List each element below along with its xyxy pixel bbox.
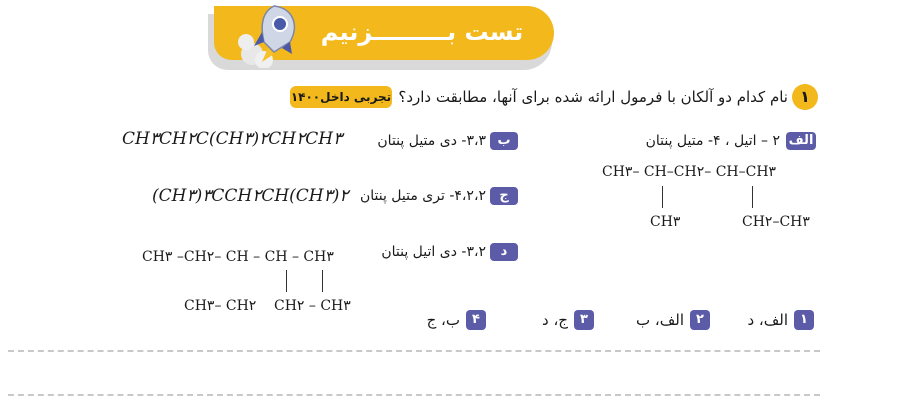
separator-dashed-1 (8, 350, 820, 352)
item-alef-main-chain: CH۳– CH–CH۲– CH–CH۳ (602, 164, 777, 180)
choice-1-number[interactable]: ۱ (794, 310, 814, 330)
item-dal-badge: د (490, 243, 518, 261)
item-alef-bond-2 (752, 186, 753, 208)
question-text: نام کدام دو آلکان با فرمول ارائه شده برای آنها، مطابقت دارد؟ (398, 88, 788, 106)
choice-1-text[interactable]: الف، د (747, 311, 788, 329)
choice-2-text[interactable]: الف، ب (636, 311, 684, 329)
choice-4-number[interactable]: ۴ (466, 310, 486, 330)
item-alef-name: ۲ – اتیل ، ۴- متیل پنتان (645, 133, 780, 149)
item-dal-main-chain: CH۳ –CH۲– CH – CH – CH۳ (142, 249, 334, 265)
item-dal-bond-2 (322, 270, 323, 292)
item-alef-badge: الف (786, 132, 816, 150)
choice-2-number[interactable]: ۲ (690, 310, 710, 330)
section-banner (208, 4, 554, 70)
item-dal-branch-1: CH۳– CH۲ (184, 298, 257, 314)
question-number: ۱ (792, 84, 818, 110)
item-alef-branch-2: CH۲–CH۳ (742, 214, 810, 230)
item-jim-name: ۴،۲،۲- تری متیل پنتان (359, 188, 486, 204)
separator-dashed-2 (8, 394, 820, 396)
item-be-formula: CH۳CH۲C(CH۳)۲CH۲CH۳ (122, 129, 343, 149)
banner-title: تست بـــــــــزنیم (320, 18, 524, 46)
choice-3-text[interactable]: ج، د (542, 311, 568, 329)
item-dal-branch-2: CH۲ – CH۳ (274, 298, 351, 314)
item-alef-bond-1 (662, 186, 663, 208)
choice-3-number[interactable]: ۳ (574, 310, 594, 330)
item-be-name: ۳،۳- دی متیل پنتان (377, 133, 486, 149)
item-alef-branch-1: CH۳ (650, 214, 681, 230)
choice-4-text[interactable]: ب، ج (426, 311, 460, 329)
item-jim-formula: (CH۳)۳CCH۲CH(CH۳)۲ (152, 186, 349, 206)
item-dal-bond-1 (286, 270, 287, 292)
item-dal-name: ۳،۲- دی اتیل پنتان (381, 244, 486, 260)
item-be-badge: ب (490, 132, 518, 150)
item-jim-badge: ج (490, 187, 518, 205)
source-tag: تجربی داخل۱۴۰۰ (290, 86, 392, 108)
